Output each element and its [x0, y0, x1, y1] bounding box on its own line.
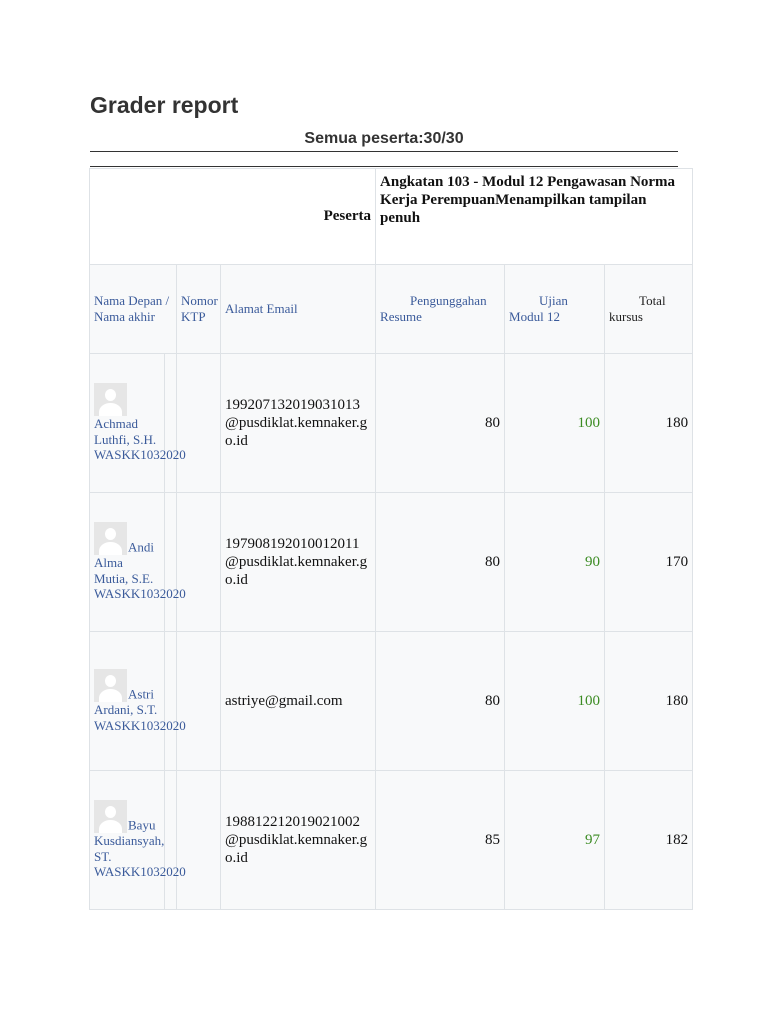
resume-grade-cell[interactable]: 85	[376, 771, 505, 910]
ktp-cell	[177, 354, 221, 493]
empty-cell	[165, 632, 177, 771]
sort-email-header[interactable]: Alamat Email	[221, 265, 376, 354]
ktp-cell	[177, 771, 221, 910]
course-total-cell: 170	[605, 493, 693, 632]
student-name-link[interactable]: Astri Ardani, S.T. WASKK1032020	[94, 686, 186, 733]
divider	[90, 151, 678, 152]
student-name-link[interactable]: Andi Alma Mutia, S.E. WASKK1032020	[94, 539, 186, 602]
ktp-cell	[177, 493, 221, 632]
course-total-cell: 180	[605, 354, 693, 493]
grader-table	[89, 168, 693, 910]
course-header[interactable]: Angkatan 103 - Modul 12 Pengawasan Norma Kerja PerempuanMenampilkan tampilan penuh	[376, 169, 693, 265]
sort-name-header[interactable]: Nama Depan / Nama akhir	[90, 265, 177, 354]
sort-ktp-header[interactable]: Nomor KTP	[177, 265, 221, 354]
table-row	[90, 354, 693, 493]
student-name-cell[interactable]	[90, 771, 186, 910]
course-total-cell: 180	[605, 632, 693, 771]
student-name-cell[interactable]	[90, 354, 186, 493]
empty-cell	[165, 354, 177, 493]
header-row	[90, 169, 693, 265]
resume-grade-cell[interactable]: 80	[376, 632, 505, 771]
email-cell: astriye@gmail.com	[221, 632, 376, 771]
table-row	[90, 632, 693, 771]
email-cell: 198812212019021002@pusdiklat.kemnaker.go.id	[221, 771, 376, 910]
user-avatar-icon[interactable]	[94, 383, 127, 416]
page-title: Grader report	[90, 92, 239, 118]
exam-grade-cell[interactable]: 100	[505, 354, 605, 493]
exam-grade-cell[interactable]: 100	[505, 632, 605, 771]
course-total-cell: 182	[605, 771, 693, 910]
student-name-link[interactable]: Bayu Kusdiansyah, ST. WASKK1032020	[94, 817, 186, 880]
student-name-cell[interactable]	[90, 632, 186, 771]
exam-column-header[interactable]: Ujian Modul 12	[505, 265, 605, 354]
user-avatar-icon[interactable]	[94, 522, 127, 555]
table-row	[90, 771, 693, 910]
email-cell: 199207132019031013@pusdiklat.kemnaker.go.id	[221, 354, 376, 493]
email-cell: 197908192010012011@pusdiklat.kemnaker.go.id	[221, 493, 376, 632]
resume-grade-cell[interactable]: 80	[376, 354, 505, 493]
exam-grade-cell[interactable]: 90	[505, 493, 605, 632]
total-column-header: Total kursus	[605, 265, 693, 354]
user-avatar-icon[interactable]	[94, 800, 127, 833]
table-row	[90, 493, 693, 632]
resume-column-header[interactable]: Pengunggahan Resume	[376, 265, 505, 354]
peserta-header: Peserta	[90, 169, 376, 265]
participants-summary: Semua peserta:30/30	[304, 130, 464, 147]
divider	[90, 166, 678, 167]
resume-grade-cell[interactable]: 80	[376, 493, 505, 632]
ktp-cell	[177, 632, 221, 771]
student-name-link[interactable]: Achmad Luthfi, S.H. WASKK1032020	[94, 416, 186, 463]
user-avatar-icon[interactable]	[94, 669, 127, 702]
exam-grade-cell[interactable]: 97	[505, 771, 605, 910]
column-header-row	[90, 265, 693, 354]
empty-cell	[165, 771, 177, 910]
empty-cell	[165, 493, 177, 632]
student-name-cell[interactable]	[90, 493, 186, 632]
